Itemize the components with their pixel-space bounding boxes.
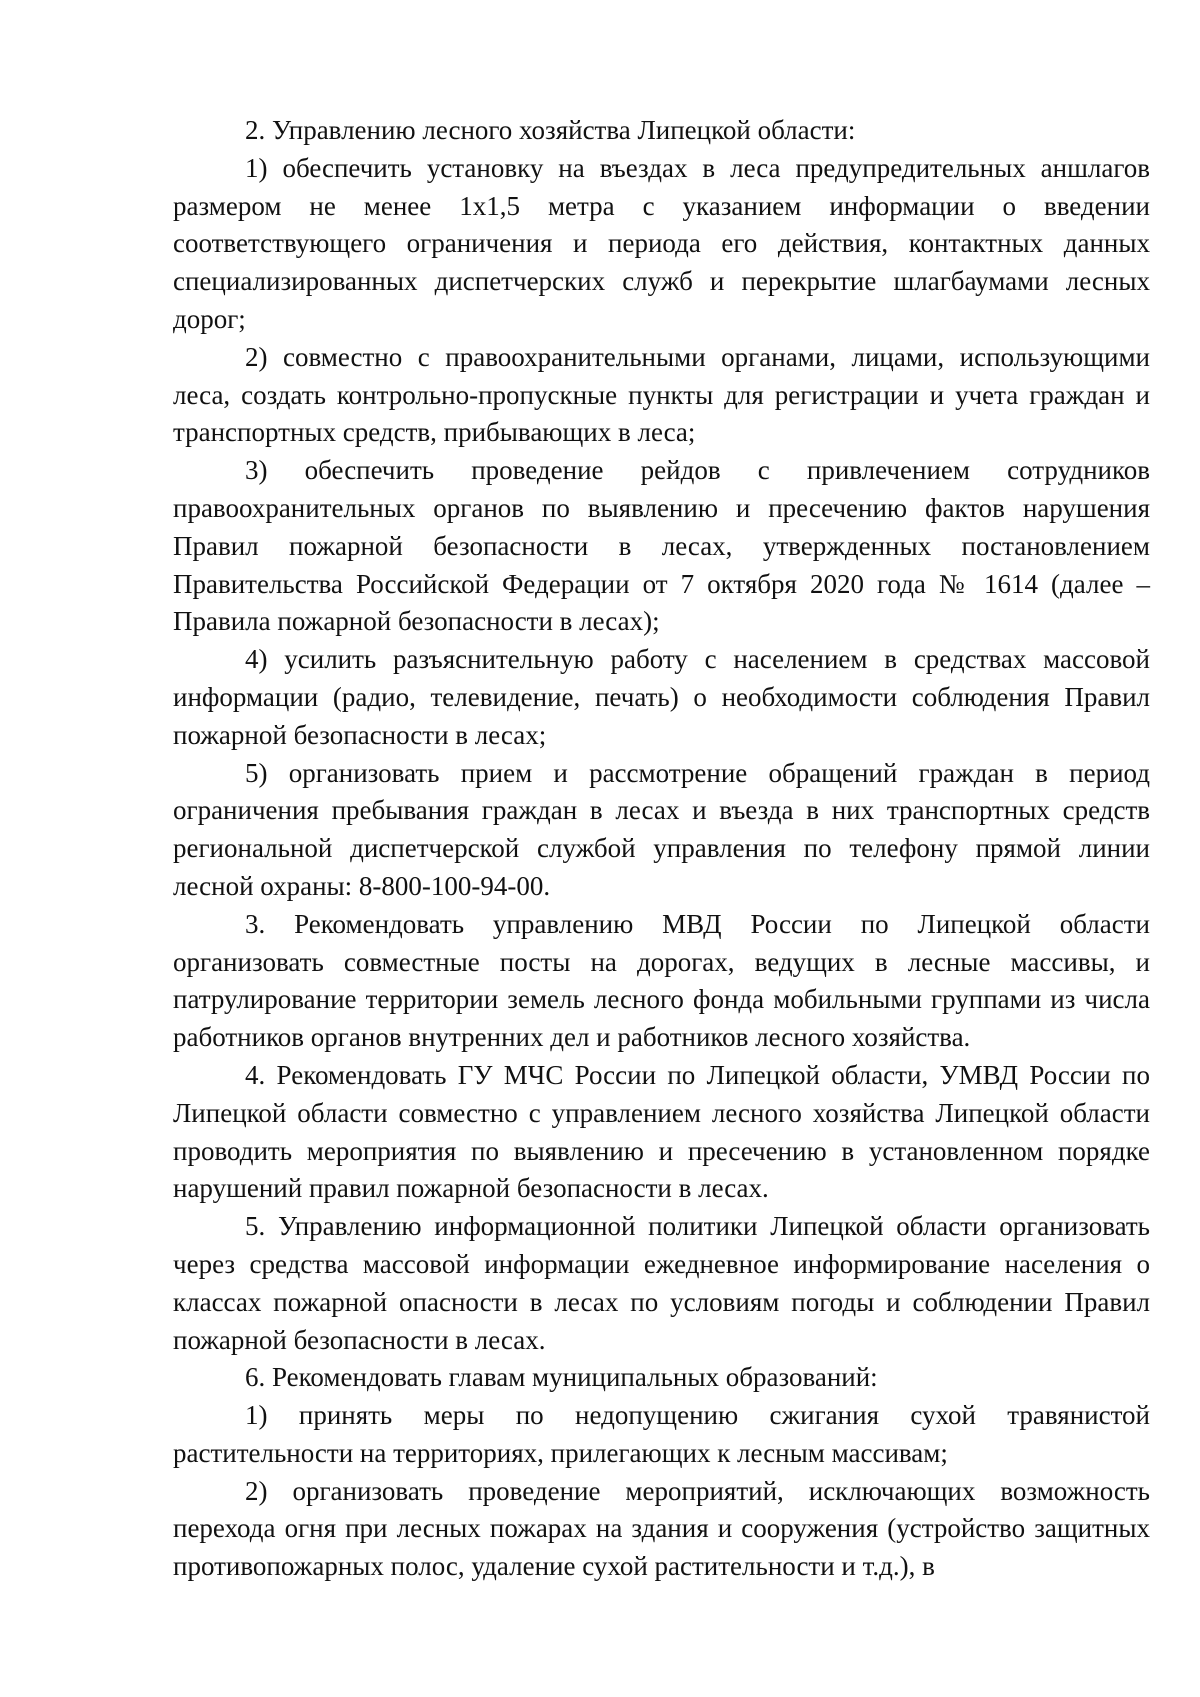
paragraph-2-1: 1) обеспечить установку на въездах в леса предупредительных аншлагов размером не менее 1х1,5 метра с указанием информации о введении соответствующего ограничения и периода его действия, контактных данных специализированных диспетчерских служб и перекрытие шлагбаумами лесных дорог; <box>173 152 1150 334</box>
paragraph-section-3: 3. Рекомендовать управлению МВД России по Липецкой области организовать совместные посты на дорогах, ведущих в лесные массивы, и патрулирование территории земель лесного фонда мобильными группами из числа работников органов внутренних дел и работников лесного хозяйства. <box>173 908 1150 1053</box>
paragraph-2-3: 3) обеспечить проведение рейдов с привлечением сотрудников правоохранительных органов по выявлению и пресечению фактов нарушения Правил пожарной безопасности в лесах, утвержденных постановлением Правительства Российской Федерации от 7 октября 2020 года № 1614 (далее – Правила пожарной безопасности в лесах); <box>173 455 1150 637</box>
paragraph-section-5: 5. Управлению информационной политики Липецкой области организовать через средства массовой информации ежедневное информирование населения о классах пожарной опасности в лесах по условиям погоды и соблюдении Правил пожарной безопасности в лесах. <box>173 1211 1150 1355</box>
paragraph-section-4: 4. Рекомендовать ГУ МЧС России по Липецкой области, УМВД России по Липецкой области совместно с управлением лесного хозяйства Липецкой области проводить мероприятия по выявлению и пресечению в установленном порядке нарушений правил пожарной безопасности в лесах. <box>173 1059 1150 1204</box>
paragraph-6-2: 2) организовать проведение мероприятий, исключающих возможность перехода огня при лесных пожарах на здания и сооружения (устройство защитных противопожарных полос, удаление сухой растительности и т.д.), в <box>173 1475 1150 1582</box>
paragraph-6-1: 1) принять меры по недопущению сжигания сухой травянистой растительности на территориях, прилегающих к лесным массивам; <box>173 1400 1150 1468</box>
paragraph-section-2: 2. Управлению лесного хозяйства Липецкой области: <box>245 115 856 145</box>
paragraph-section-6: 6. Рекомендовать главам муниципальных образований: <box>245 1362 878 1393</box>
document-body <box>173 112 1150 1586</box>
paragraph-2-2: 2) совместно с правоохранительными органами, лицами, использующими леса, создать контрольно-пропускные пункты для регистрации и учета граждан и транспортных средств, прибывающих в леса; <box>173 341 1150 448</box>
paragraph-2-5: 5) организовать прием и рассмотрение обращений граждан в период ограничения пребывания граждан в лесах и въезда в них транспортных средств региональной диспетчерской службой управления по телефону прямой линии лесной охраны: 8-800-100-94-00. <box>173 757 1150 901</box>
paragraph-2-4: 4) усилить разъяснительную работу с населением в средствах массовой информации (радио, телевидение, печать) о необходимости соблюдения Правил пожарной безопасности в лесах; <box>173 644 1150 750</box>
